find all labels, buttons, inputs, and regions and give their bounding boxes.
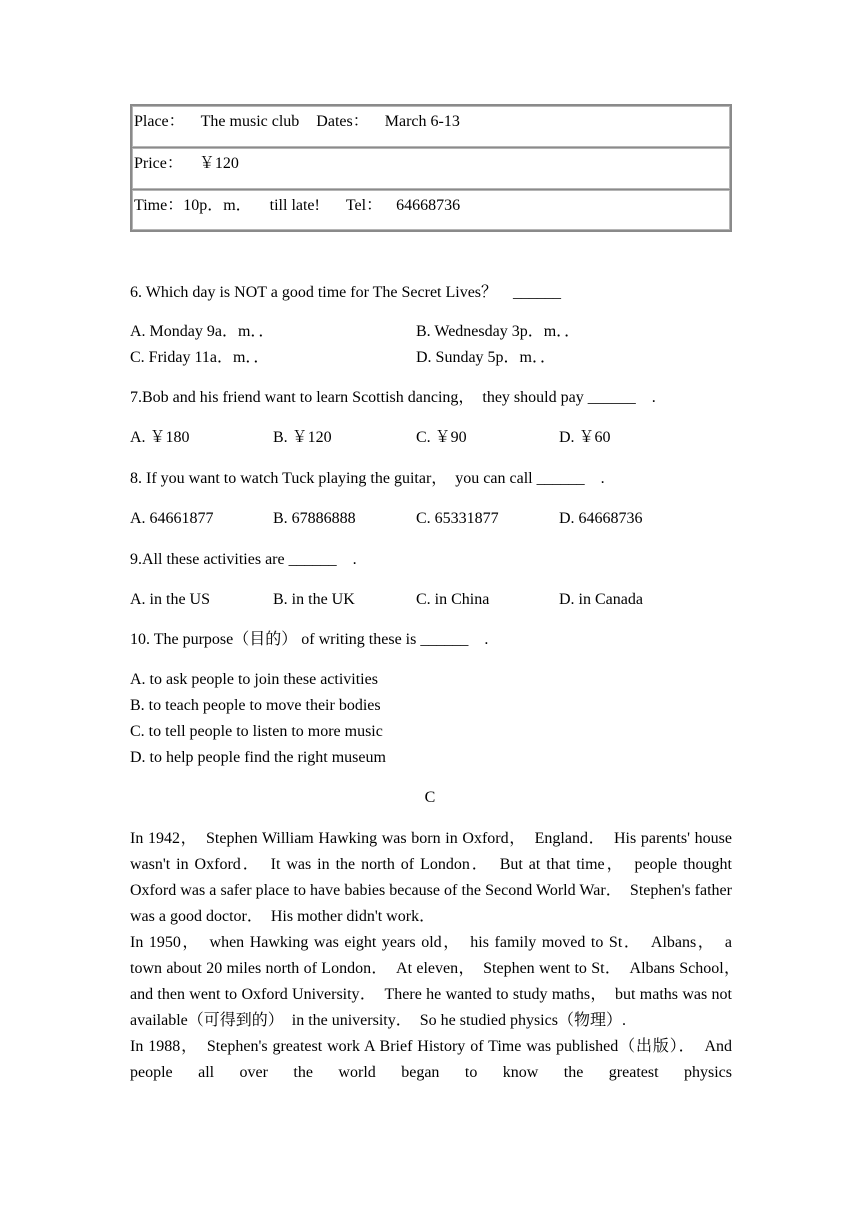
table-row (131, 105, 731, 147)
question-8-option-c: C. 65331877 (416, 510, 499, 527)
question-9-stem: 9.All these activities are ______ . (130, 551, 357, 568)
question-7-option-a: A. ￥180 (130, 429, 190, 446)
question-10-stem: 10. The purpose（目的） of writing these is ______ . (130, 631, 489, 648)
question-6-option-c: C. Friday 11a．m．． (130, 349, 270, 366)
question-6-option-d: D. Sunday 5p．m．． (416, 349, 557, 366)
reading-passage (130, 826, 749, 1086)
question-10-option-b: B. to teach people to move their bodies (130, 697, 381, 714)
question-10-option-d: D. to help people find the right museum (130, 749, 386, 766)
question-9-option-c: C. in China (416, 591, 490, 608)
place-value: The music club (200, 113, 300, 130)
section-heading: C (424, 789, 436, 806)
time-label: Time：10p．m． (134, 196, 252, 214)
table-cell-place-dates (131, 105, 731, 147)
question-9-option-d: D. in Canada (559, 591, 643, 608)
question-9-option-a: A. in the US (130, 591, 210, 608)
question-6-option-b: B. Wednesday 3p．m．． (416, 323, 581, 340)
question-8-option-a: A. 64661877 (130, 510, 214, 527)
question-7-option-b: B. ￥120 (273, 429, 332, 446)
question-7-stem: 7.Bob and his friend want to learn Scottish dancing， they should pay ______ . (130, 389, 656, 406)
passage-paragraph-3: In 1988， Stephen's greatest work A Brief History of Time was published（出版）． And people all over the world began to know the greatest physics (130, 1038, 732, 1081)
price-label: Price： (134, 154, 183, 172)
place-label: Place： (134, 113, 185, 130)
question-7-option-c: C. ￥90 (416, 429, 467, 446)
table-cell-price (131, 147, 731, 189)
price-value: ￥120 (198, 154, 239, 172)
question-6-stem: 6. Which day is NOT a good time for The Secret Lives？ ______ (130, 284, 562, 301)
question-10-option-a: A. to ask people to join these activities (130, 671, 378, 688)
passage-paragraph-1: In 1942， Stephen William Hawking was born in Oxford， England． His parents' house wasn't in Oxford． It was in the north of London． But at that time， people thought Oxford was a safer place to have babies because of the Second World War． Stephen's father was a good doctor． His mother didn't work． (130, 830, 732, 925)
passage-paragraph-2: In 1950， when Hawking was eight years old， his family moved to St． Albans， a town about 20 miles north of London． At eleven， Stephen went to St． Albans School， and then went to Oxford University． There he wanted to study maths， but maths was not available（可得到的） in the university． So he studied physics（物理）. (130, 934, 749, 1029)
time-value: till late! (269, 196, 320, 214)
event-info-table (130, 104, 732, 232)
table-cell-time-tel (131, 189, 731, 231)
question-8-stem: 8. If you want to watch Tuck playing the guitar， you can call ______ . (130, 470, 605, 487)
table-row (131, 189, 731, 231)
dates-label: Dates： (316, 113, 369, 130)
question-10-option-c: C. to tell people to listen to more music (130, 723, 383, 740)
tel-label: Tel： (345, 196, 383, 214)
question-8-option-b: B. 67886888 (273, 510, 356, 527)
question-8-option-d: D. 64668736 (559, 510, 643, 527)
question-7-option-d: D. ￥60 (559, 429, 611, 446)
table-row (131, 147, 731, 189)
question-9-option-b: B. in the UK (273, 591, 355, 608)
tel-value: 64668736 (396, 196, 461, 214)
dates-value: March 6-13 (384, 113, 460, 130)
question-6-option-a: A. Monday 9a．m．． (130, 323, 275, 340)
